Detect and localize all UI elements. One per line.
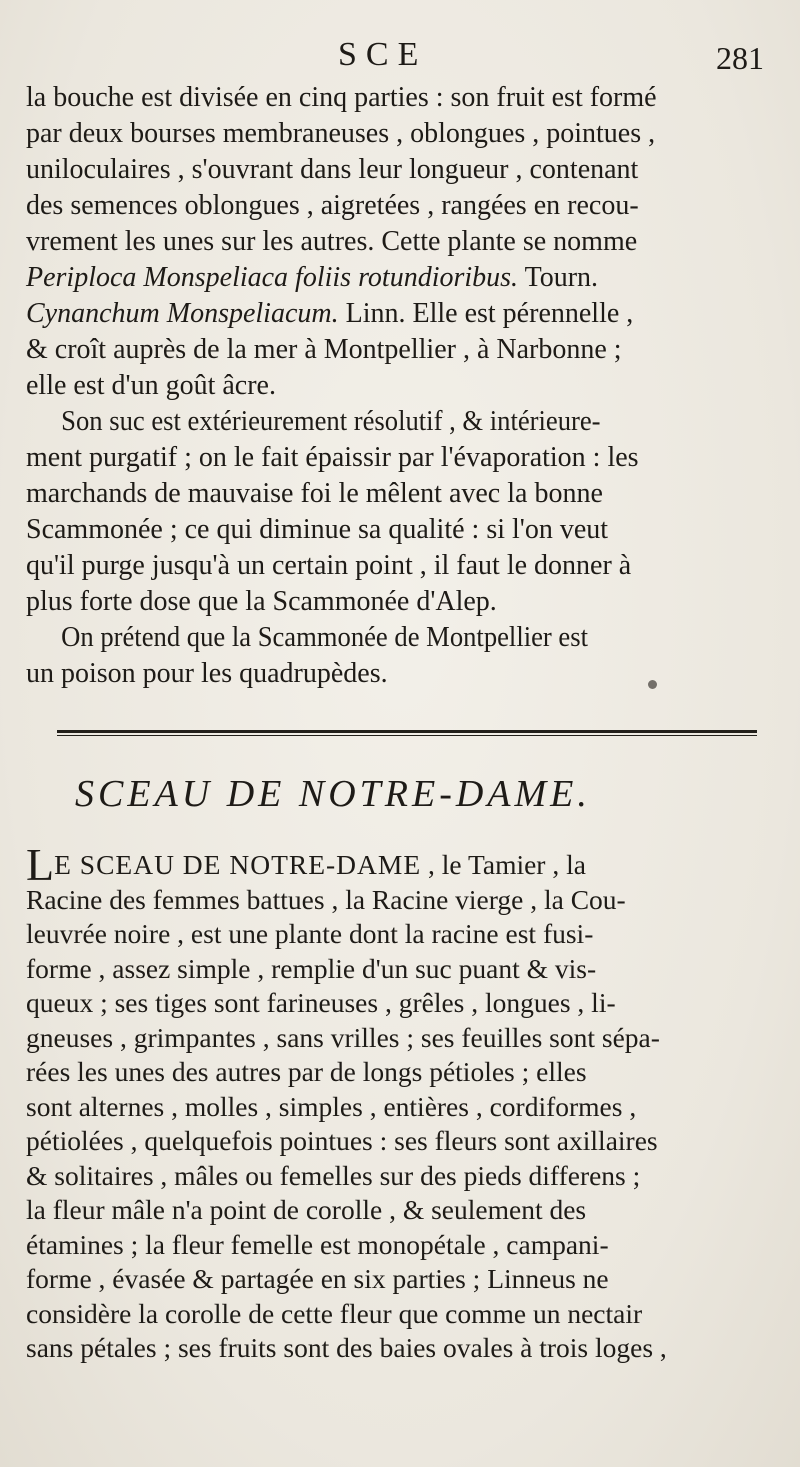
headword: E SCEAU DE NOTRE-DAME (54, 849, 422, 880)
paragraph-poison (26, 620, 771, 692)
ink-spot (648, 680, 657, 689)
text-line: la bouche est divisée en cinq parties : son fruit est formé (26, 82, 657, 113)
text-line: sont alternes , molles , simples , entières , cordiformes , (26, 1090, 637, 1122)
text-fragment: , le Tamier , la (421, 849, 586, 880)
text-line: forme , assez simple , remplie d'un suc puant & vis- (26, 952, 597, 984)
text-line: étamines ; la fleur femelle est monopétale , campani- (26, 1228, 609, 1260)
text-fragment: Linn. Elle est pérennelle , (345, 298, 634, 329)
continued-entry (26, 80, 771, 692)
text-line (26, 839, 771, 890)
section-divider (57, 730, 757, 733)
text-line: pétiolées , quelquefois pointues : ses fleurs sont axillaires (26, 1125, 658, 1156)
author-abbrev: Tourn. (524, 262, 599, 293)
text-line: Scammonée ; ce qui diminue sa qualité : si l'on veut (26, 514, 609, 545)
text-line: un poison pour les quadrupèdes. (26, 658, 388, 689)
text-line: des semences oblongues , aigretées , rangées en recou- (26, 190, 639, 221)
text-line: considère la corolle de cette fleur que comme un nectair (26, 1297, 643, 1329)
text-line: queux ; ses tiges sont farineuses , grêles , longues , li- (26, 987, 616, 1018)
paragraph-properties (26, 404, 771, 620)
text-line: marchands de mauvaise foi le mêlent avec la bonne (26, 478, 603, 509)
text-line: gneuses , grimpantes , sans vrilles ; ses feuilles sont sépa- (26, 1021, 660, 1053)
article-body (26, 839, 771, 1366)
article-title: SCEAU DE NOTRE-DAME. (75, 773, 591, 815)
text-line (26, 296, 771, 332)
text-line (26, 260, 771, 296)
text-line: & croît auprès de la mer à Montpellier , à Narbonne ; (26, 334, 622, 365)
text-line: sans pétales ; ses fruits sont des baies ovales à trois loges , (26, 1332, 667, 1363)
text-line: & solitaires , mâles ou femelles sur des pieds differens ; (26, 1159, 641, 1191)
text-line: vrement les unes sur les autres. Cette plante se nomme (26, 226, 638, 257)
paragraph-description (26, 80, 771, 404)
running-head: SCE (338, 36, 428, 73)
text-line: plus forte dose que la Scammonée d'Alep. (26, 586, 497, 617)
latin-name: Cynanchum Monspeliacum. (26, 298, 339, 329)
text-line: ment purgatif ; on le fait épaissir par l'évaporation : les (26, 442, 639, 473)
drop-cap: L (26, 839, 55, 890)
text-line: qu'il purge jusqu'à un certain point , il faut le donner à (26, 550, 632, 581)
text-line: par deux bourses membraneuses , oblongues , pointues , (26, 118, 656, 149)
text-line: Racine des femmes battues , la Racine vierge , la Cou- (26, 883, 626, 915)
page-number: 281 (716, 40, 764, 76)
text-line: forme , évasée & partagée en six parties ; Linneus ne (26, 1263, 609, 1294)
page-header (0, 36, 800, 80)
text-line: uniloculaires , s'ouvrant dans leur longueur , contenant (26, 154, 639, 185)
text-line: elle est d'un goût âcre. (26, 370, 276, 401)
text-line: Son suc est extérieurement résolutif , & intérieure- (61, 406, 601, 437)
text-line: la fleur mâle n'a point de corolle , & seulement des (26, 1194, 587, 1225)
text-line: leuvrée noire , est une plante dont la racine est fusi- (26, 918, 594, 949)
paragraph-sceau (26, 839, 771, 1366)
latin-name: Periploca Monspeliaca foliis rotundioribus. (26, 262, 519, 293)
text-line: rées les unes des autres par de longs pétioles ; elles (26, 1056, 587, 1087)
text-line: On prétend que la Scammonée de Montpellier est (61, 622, 588, 653)
